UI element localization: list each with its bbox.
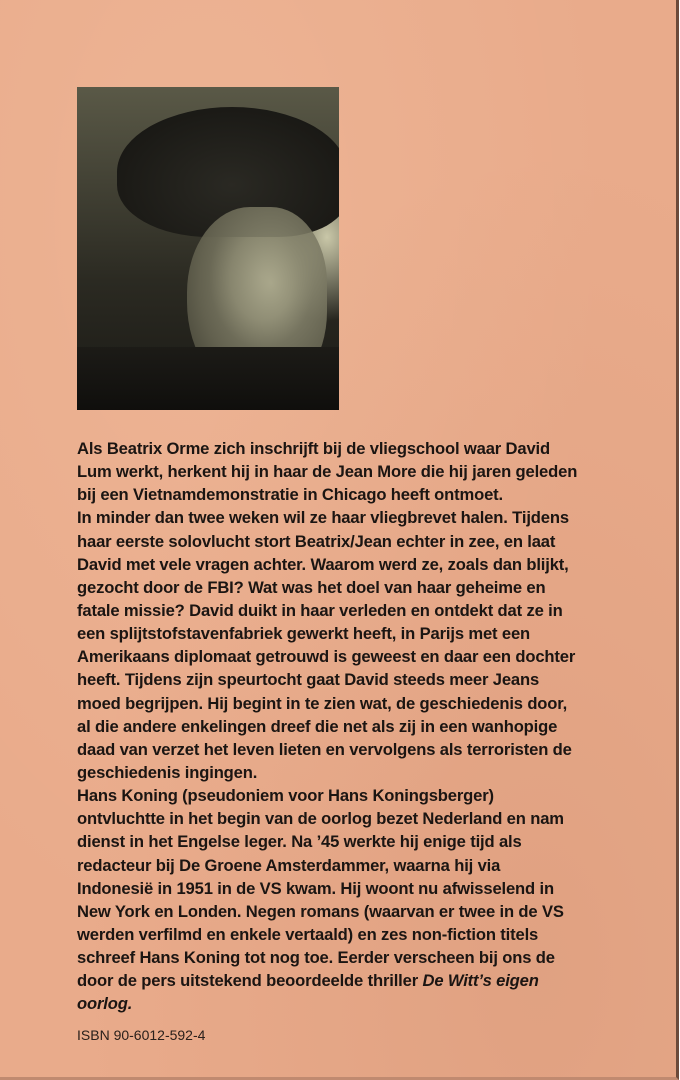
text-line: dienst in het Engelse leger. Na ’45 werkte hij enige tijd als [77, 832, 522, 852]
text-line: werden verfilmd en enkele vertaald) en zes non-fiction titels [77, 924, 539, 944]
text-line: haar eerste solovlucht stort Beatrix/Jean echter in zee, en laat [77, 531, 556, 551]
text-line [77, 969, 637, 992]
text-line: heeft. Tijdens zijn speurtocht gaat David steeds meer Jeans [77, 670, 540, 690]
text-line: al die andere enkelingen dreef die net als zij in een wanhopige [77, 716, 558, 736]
blurb-text [77, 437, 637, 1016]
text-line: moed begrijpen. Hij begint in te zien wat, de geschiedenis door, [77, 693, 568, 713]
text-line: New York en Londen. Negen romans (waarvan er twee in de VS [77, 901, 564, 921]
text-line: fatale missie? David duikt in haar verleden en ontdekt dat ze in [77, 600, 563, 620]
photo-coat [77, 347, 339, 410]
text-line: geschiedenis ingingen. [77, 762, 258, 782]
text-line: redacteur bij De Groene Amsterdammer, waarna hij via [77, 855, 501, 875]
blurb-paragraph [77, 437, 637, 784]
text-line: schreef Hans Koning tot nog toe. Eerder verscheen bij ons de [77, 948, 555, 968]
isbn: ISBN 90-6012-592-4 [77, 1027, 206, 1043]
text-line: Hans Koning (pseudoniem voor Hans Koningsberger) [77, 786, 494, 806]
text-line: een splijtstofstavenfabriek gewerkt heeft, in Parijs met een [77, 624, 531, 644]
text-line: Indonesië in 1951 in de VS kwam. Hij woont nu afwisselend in [77, 878, 554, 898]
text-line: gezocht door de FBI? Wat was het doel van haar geheime en [77, 577, 546, 597]
text-line: Lum werkt, herkent hij in haar de Jean More die hij jaren geleden [77, 462, 578, 482]
book-title: De Witt’s eigen [422, 971, 539, 991]
text-line: In minder dan twee weken wil ze haar vliegbrevet halen. Tijdens [77, 508, 569, 528]
text-line: Als Beatrix Orme zich inschrijft bij de vliegschool waar David [77, 439, 550, 458]
text-line: David met vele vragen achter. Waarom werd ze, zoals dan blijkt, [77, 554, 569, 574]
book-title-continued: oorlog. [77, 994, 133, 1014]
author-photo [77, 87, 339, 410]
text-line: bij een Vietnamdemonstratie in Chicago heeft ontmoet. [77, 485, 504, 505]
text-line: Amerikaans diplomaat getrouwd is geweest en daar een dochter [77, 647, 576, 667]
text-segment: door de pers uitstekend beoordeelde thriller [77, 971, 423, 991]
text-line: daad van verzet het leven lieten en vervolgens als terroristen de [77, 739, 572, 759]
author-bio-paragraph [77, 784, 637, 969]
text-line: ontvluchtte in het begin van de oorlog bezet Nederland en nam [77, 809, 564, 829]
